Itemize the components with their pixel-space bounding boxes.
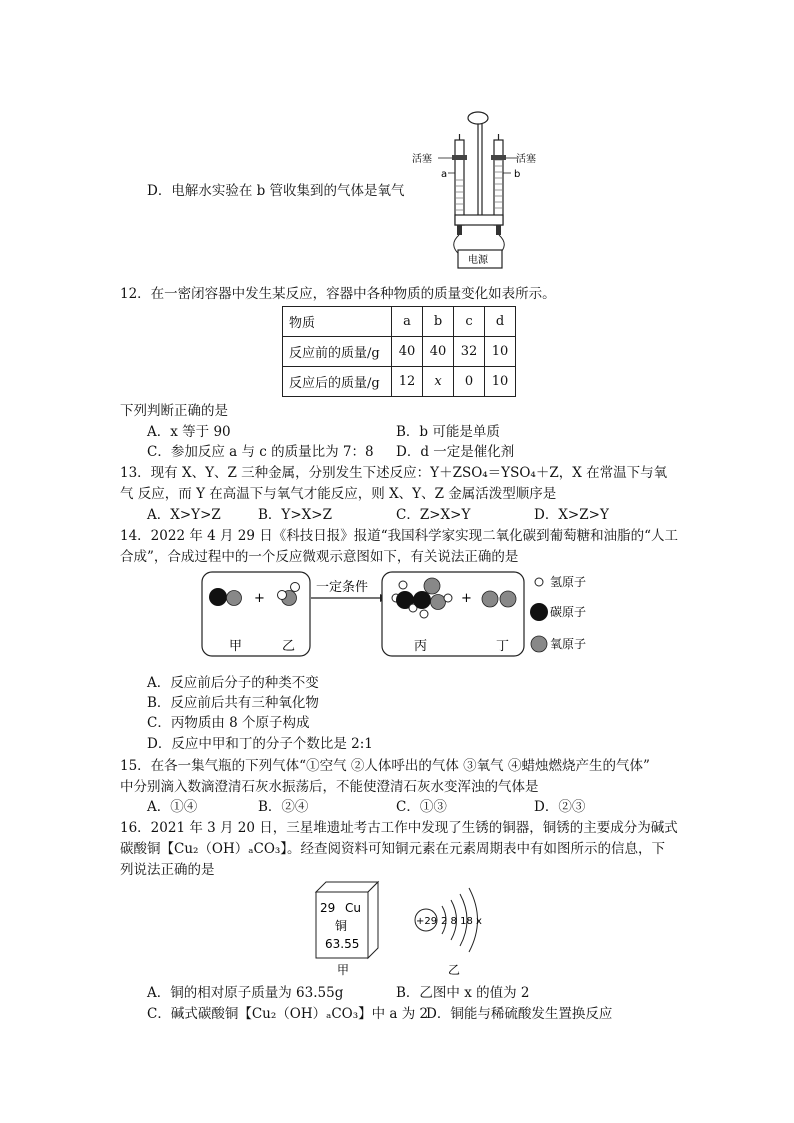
q12-stem: 12．在一密闭容器中发生某反应，容器中各种物质的质量变化如表所示。	[120, 286, 556, 302]
svg-text:+: +	[254, 591, 265, 606]
q15-option-a: A．①④	[147, 799, 198, 815]
table-cell: 40	[423, 337, 454, 367]
table-cell: c	[454, 307, 485, 337]
q13-option-d: D．X>Z>Y	[534, 507, 609, 523]
q15-option-d: D．②③	[534, 799, 586, 815]
table-cell: a	[392, 307, 423, 337]
table-cell: 反应前的质量/g	[283, 337, 392, 367]
nucleus-charge: +29	[416, 916, 438, 927]
q16-stem-1: 16．2021 年 3 月 20 日，三星堆遗址考古工作中发现了生锈的铜器，铜锈的主要成分为碱式	[120, 820, 678, 836]
electrolysis-apparatus-figure	[408, 100, 538, 272]
table-cell: 0	[454, 367, 485, 397]
q14-option-a: A．反应前后分子的种类不变	[147, 675, 319, 691]
caption-yi: 乙	[448, 963, 461, 977]
atomic-number: 29	[320, 901, 336, 915]
q16-stem-2: 碳酸铜【Cu₂（OH）ₐCO₃】。经查阅资料可知铜元素在元素周期表中有如图所示的信息，下	[120, 841, 666, 857]
table-cell: d	[485, 307, 516, 337]
table-cell: x	[423, 367, 454, 397]
q16-option-d: D．铜能与稀硫酸发生置换反应	[426, 1006, 613, 1022]
q16-stem-3: 列说法正确的是	[120, 862, 215, 878]
table-row	[283, 367, 516, 397]
q12-option-d: D．d 一定是催化剂	[396, 444, 515, 460]
table-cell: 12	[392, 367, 423, 397]
q16-option-b: B．乙图中 x 的值为 2	[396, 985, 530, 1001]
q13-option-c: C．Z>X>Y	[396, 507, 471, 523]
q13-option-a: A．X>Y>Z	[147, 507, 221, 523]
stopcock-left-label: 活塞	[412, 154, 432, 165]
q12-prompt: 下列判断正确的是	[120, 403, 228, 419]
table-cell: 10	[485, 367, 516, 397]
q11-option-d: D．电解水实验在 b 管收集到的气体是氧气	[147, 183, 405, 199]
q16-option-a: A．铜的相对原子质量为 63.55g	[147, 985, 344, 1001]
reaction-condition: 一定条件	[316, 580, 369, 595]
label-bing: 丙	[414, 639, 428, 654]
tube-b-label: b	[514, 169, 521, 180]
label-yi: 乙	[282, 639, 296, 654]
table-cell: 物质	[283, 307, 392, 337]
element-name: 铜	[335, 919, 348, 933]
svg-text:+: +	[461, 591, 472, 606]
electron-shells: 2 8 18 x	[441, 916, 482, 927]
table-cell: 反应后的质量/g	[283, 367, 392, 397]
q13-option-b: B．Y>X>Z	[258, 507, 332, 523]
caption-jia: 甲	[337, 963, 350, 977]
q12-option-c: C．参加反应 a 与 c 的质量比为 7：8	[147, 444, 374, 460]
label-jia: 甲	[229, 639, 243, 654]
legend-hydrogen: 氢原子	[550, 575, 587, 589]
q13-stem-2: 气 反应，而 Y 在高温下与氧气才能反应，则 X、Y、Z 金属活泼型顺序是	[120, 486, 557, 502]
atomic-mass: 63.55	[325, 937, 360, 951]
q15-option-c: C．①③	[396, 799, 447, 815]
q14-option-d: D．反应中甲和丁的分子个数比是 2:1	[147, 736, 373, 752]
q16-option-c: C．碱式碳酸铜【Cu₂（OH）ₐCO₃】中 a 为 2	[147, 1006, 429, 1022]
copper-element-figure	[308, 880, 518, 980]
table-cell: 40	[392, 337, 423, 367]
tube-a-label: a	[441, 169, 448, 180]
power-label: 电源	[468, 255, 488, 266]
table-cell: 32	[454, 337, 485, 367]
q15-option-b: B．②④	[258, 799, 309, 815]
q15-stem-1: 15．在各一集气瓶的下列气体“①空气 ②人体呼出的气体 ③氧气 ④蜡烛燃烧产生的气体”	[120, 758, 650, 774]
mass-change-table	[282, 306, 516, 397]
legend-oxygen: 氧原子	[550, 637, 587, 651]
q14-stem-2: 合成”，合成过程中的一个反应微观示意图如下，有关说法正确的是	[120, 549, 519, 565]
q12-option-a: A．x 等于 90	[147, 424, 231, 440]
q12-option-b: B．b 可能是单质	[396, 424, 500, 440]
q13-stem-1: 13．现有 X、Y、Z 三种金属，分别发生下述反应：Y＋ZSO₄＝YSO₄＋Z，X 在常温下与氧	[120, 465, 668, 481]
table-cell: 10	[485, 337, 516, 367]
label-ding: 丁	[496, 639, 510, 654]
q15-stem-2: 中分别滴入数滴澄清石灰水振荡后，不能使澄清石灰水变浑浊的气体是	[120, 779, 539, 795]
q14-option-b: B．反应前后共有三种氧化物	[147, 695, 319, 711]
q14-option-c: C．丙物质由 8 个原子构成	[147, 715, 310, 731]
table-row	[283, 337, 516, 367]
stopcock-right-label: 活塞	[516, 154, 536, 165]
table-header-row	[283, 307, 516, 337]
element-symbol: Cu	[345, 901, 361, 915]
reaction-microscopic-diagram	[198, 570, 618, 662]
q14-stem-1: 14．2022 年 4 月 29 日《科技日报》报道“我国科学家实现二氧化碳到葡萄糖和油脂的“人工	[120, 528, 679, 544]
legend-carbon: 碳原子	[550, 605, 587, 619]
table-cell: b	[423, 307, 454, 337]
